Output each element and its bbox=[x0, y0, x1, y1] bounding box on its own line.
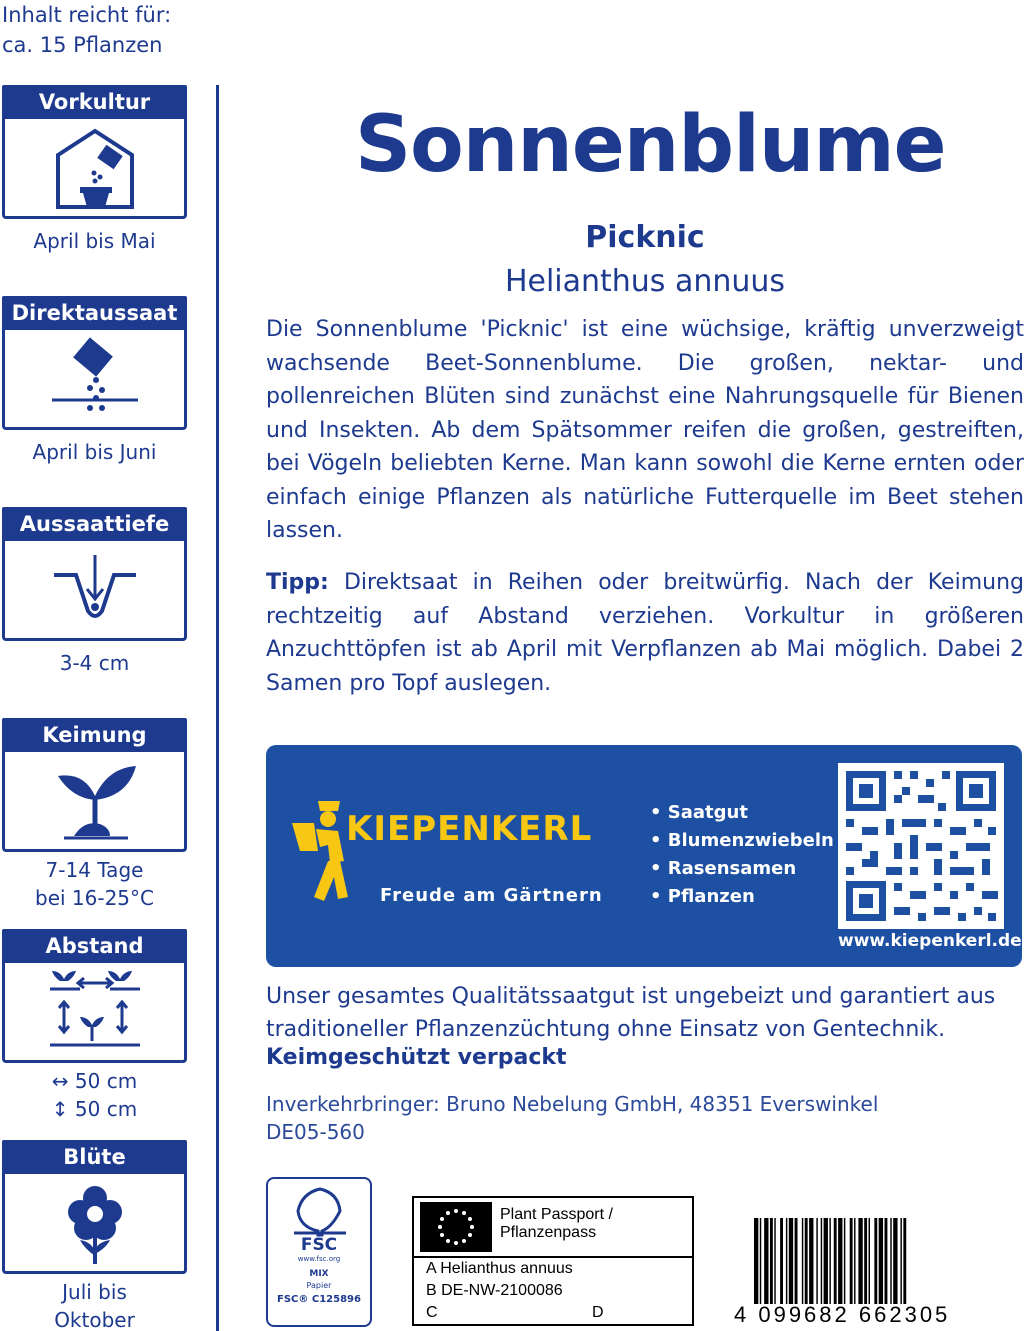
card-label: Juli bis bbox=[62, 1280, 127, 1304]
card-label: 7-14 Tage bbox=[45, 858, 144, 882]
fsc-mix: MIX bbox=[309, 1269, 329, 1279]
divider-line bbox=[216, 85, 219, 1331]
list-item: • Pflanzen bbox=[650, 886, 755, 907]
card-bluete bbox=[2, 1140, 187, 1331]
passport-row-a: A Helianthus annuus bbox=[426, 1260, 573, 1277]
brand-product-list bbox=[650, 799, 834, 911]
brand-logo: KIEPENKERL bbox=[346, 809, 593, 849]
card-label: April bis Juni bbox=[32, 440, 157, 464]
tip-label: Tipp: bbox=[266, 570, 329, 595]
passport-subtitle: Pflanzenpass bbox=[500, 1224, 597, 1241]
spacing-icon bbox=[50, 967, 140, 1057]
greenhouse-icon bbox=[50, 123, 140, 213]
product-variety: Picknic bbox=[585, 220, 705, 255]
card-aussaattiefe bbox=[2, 507, 187, 677]
distributor-code: DE05-560 bbox=[266, 1120, 365, 1144]
card-vorkultur bbox=[2, 85, 187, 255]
card-abstand bbox=[2, 929, 187, 1123]
divider bbox=[414, 1256, 692, 1258]
card-title: Abstand bbox=[2, 929, 187, 963]
barcode bbox=[752, 1218, 1022, 1304]
eu-flag-icon bbox=[420, 1202, 492, 1252]
passport-row-b: B DE-NW-2100086 bbox=[426, 1282, 563, 1299]
product-title: Sonnenblume bbox=[355, 100, 946, 190]
distributor-info bbox=[266, 1090, 878, 1146]
card-title: Blüte bbox=[2, 1140, 187, 1174]
card-label-2: bei 16-25°C bbox=[35, 886, 154, 910]
brand-banner bbox=[266, 745, 1022, 967]
quality-statement: Unser gesamtes Qualitätssaatgut ist ungebeizt und garantiert aus traditioneller Pflanzenzüchtung ohne Einsatz von Gentechnik. bbox=[266, 984, 996, 1042]
product-latin-name: Helianthus annuus bbox=[504, 264, 786, 299]
brand-url[interactable]: www.kiepenkerl.de bbox=[838, 931, 1022, 951]
sidebar bbox=[0, 0, 200, 1331]
fsc-label bbox=[266, 1177, 372, 1327]
barcode-number: 4 099682 662305 bbox=[734, 1302, 951, 1327]
distributor-line: Inverkehrbringer: Bruno Nebelung GmbH, 48351 Everswinkel bbox=[266, 1092, 879, 1116]
qr-code[interactable] bbox=[838, 763, 1004, 929]
product-description: Die Sonnenblume 'Picknic' ist eine wüchsige, kräftig unverzweigt wachsende Beet-Sonnenblume. Die großen, nektar- und pollenreichen Blüten sind zunächst eine Nahrungsquelle für Bienen und Insekten. Ab dem Spätsommer reifen die großen, gestreiften, bei Vögeln beliebten Kerne. Man kann sowohl die Kerne ernten oder einfach einige Pflanzen als natürliche Futterquelle im Beet stehen lassen. bbox=[266, 317, 1024, 543]
tip-text: Direktsaat in Reihen oder breitwürfig. Nach der Keimung rechtzeitig auf Abstand verziehen. Vorkultur in größeren Anzuchttöpfen ist ab April mit Verpflanzen ab Mai möglich. Dabei 2 Samen pro Topf auslegen. bbox=[266, 570, 1024, 696]
card-label: April bis Mai bbox=[33, 229, 156, 253]
card-title: Keimung bbox=[2, 718, 187, 752]
sowing-depth-icon bbox=[50, 545, 140, 635]
fsc-tree-icon bbox=[290, 1187, 350, 1237]
card-title: Aussaattiefe bbox=[2, 507, 187, 541]
passport-row-c: C bbox=[426, 1304, 438, 1321]
passport-row-d: D bbox=[592, 1304, 604, 1321]
list-item: • Blumenzwiebeln bbox=[650, 830, 834, 851]
card-label: ↔ 50 cm bbox=[51, 1069, 138, 1093]
product-tip bbox=[266, 566, 1024, 700]
list-item: • Saatgut bbox=[650, 802, 748, 823]
fsc-paper: Papier bbox=[306, 1281, 332, 1290]
flower-icon bbox=[50, 1178, 140, 1268]
fsc-site: www.fsc.org bbox=[297, 1255, 341, 1263]
fsc-name: FSC bbox=[300, 1235, 338, 1255]
seedling-icon bbox=[50, 756, 140, 846]
passport-title: Plant Passport / bbox=[500, 1206, 613, 1223]
card-label-2: Oktober bbox=[54, 1308, 135, 1331]
direct-sow-icon bbox=[50, 334, 140, 424]
packaging-note: Keimgeschützt verpackt bbox=[266, 1045, 567, 1070]
plant-passport bbox=[412, 1196, 694, 1326]
brand-slogan: Freude am Gärtnern bbox=[380, 885, 603, 906]
content-amount bbox=[0, 0, 200, 60]
card-title: Vorkultur bbox=[2, 85, 187, 119]
content-amount-line2: ca. 15 Pflanzen bbox=[2, 33, 163, 57]
card-title: Direktaussaat bbox=[2, 296, 187, 330]
card-direktaussaat bbox=[2, 296, 187, 466]
content-amount-line1: Inhalt reicht für: bbox=[2, 3, 172, 27]
fsc-license: FSC® C125896 bbox=[277, 1294, 361, 1305]
list-item: • Rasensamen bbox=[650, 858, 797, 879]
card-keimung bbox=[2, 718, 187, 912]
card-label-2: ↕ 50 cm bbox=[51, 1097, 138, 1121]
card-label: 3-4 cm bbox=[59, 651, 130, 675]
